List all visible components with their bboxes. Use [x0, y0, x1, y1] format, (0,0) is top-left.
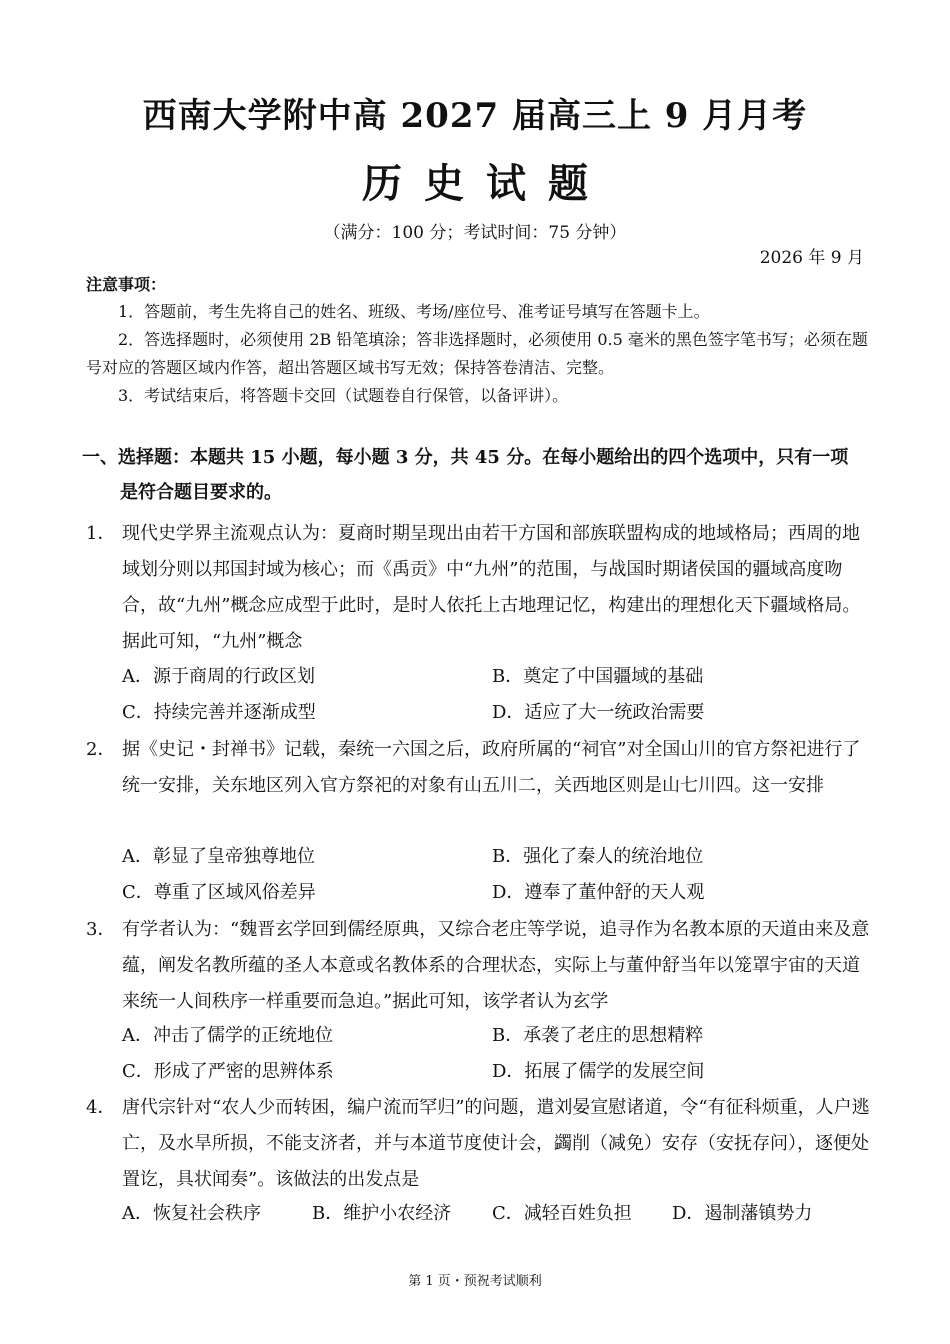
exam-date: 2026 年 9 月	[759, 248, 864, 268]
question-2	[86, 732, 876, 804]
subject-title: 历史试题	[362, 160, 610, 207]
question-4	[86, 1090, 876, 1198]
question-1	[86, 516, 876, 660]
page-footer: 第 1 页・预祝考试顺利	[408, 1274, 542, 1289]
question-number: 2．	[86, 739, 116, 760]
notice-list	[86, 298, 876, 410]
option-d[interactable]: D．适应了大一统政治需要	[492, 702, 705, 723]
option-c[interactable]: C．形成了严密的思辨体系	[122, 1061, 334, 1082]
question-number: 4．	[86, 1097, 116, 1118]
option-c[interactable]: C．减轻百姓负担	[492, 1203, 632, 1224]
option-a[interactable]: A．冲击了儒学的正统地位	[122, 1025, 333, 1046]
option-d[interactable]: D．拓展了儒学的发展空间	[492, 1061, 705, 1082]
section-heading-line1: 一、选择题：本题共 15 小题，每小题 3 分，共 45 分。在每小题给出的四个选项中，只有一项	[82, 447, 849, 468]
option-b[interactable]: B．强化了秦人的统治地位	[492, 846, 704, 867]
notice-item: 3．考试结束后，将答题卡交回（试题卷自行保管，以备评讲）。	[118, 386, 569, 405]
option-d[interactable]: D．遏制藩镇势力	[672, 1203, 813, 1224]
option-c[interactable]: C．尊重了区域风俗差异	[122, 882, 316, 903]
option-b[interactable]: B．奠定了中国疆域的基础	[492, 666, 704, 687]
option-a[interactable]: A．彰显了皇帝独尊地位	[122, 846, 315, 867]
section-heading	[82, 440, 882, 510]
option-b[interactable]: B．承袭了老庄的思想精粹	[492, 1025, 704, 1046]
exam-title: 西南大学附中高 2027 届高三上 9 月月考	[142, 96, 808, 136]
option-c[interactable]: C．持续完善并逐渐成型	[122, 702, 316, 723]
section-heading-line2: 是符合题目要求的。	[120, 482, 282, 503]
notice-item: 1．答题前，考生先将自己的姓名、班级、考场/座位号、准考证号填写在答题卡上。	[118, 302, 710, 321]
question-text: 据《史记・封禅书》记载，秦统一六国之后，政府所属的“祠官”对全国山川的官方祭祀进行了统一安排，关东地区列入官方祭祀的对象有山五川二，关西地区则是山七川四。这一安排	[122, 739, 861, 796]
exam-info: （满分：100 分；考试时间：75 分钟）	[323, 223, 627, 243]
option-d[interactable]: D．遵奉了董仲舒的天人观	[492, 882, 705, 903]
question-3	[86, 912, 876, 1020]
notice-title: 注意事项：	[86, 275, 167, 294]
question-text: 现代史学界主流观点认为：夏商时期呈现出由若干方国和部族联盟构成的地域格局；西周的地域划分则以邦国封域为核心；而《禹贡》中“九州”的范围，与战国时期诸侯国的疆域高度吻合，故“九州”概念应成型于此时，是时人依托上古地理记忆，构建出的理想化天下疆域格局。据此可知，“九州”概念	[122, 523, 861, 652]
notice-item: 2．答选择题时，必须使用 2B 铅笔填涂；答非选择题时，必须使用 0.5 毫米的黑色签字笔书写；必须在题号对应的答题区域内作答，超出答题区域书写无效；保持答卷清洁、完整。	[86, 330, 868, 377]
option-a[interactable]: A．恢复社会秩序	[122, 1203, 261, 1224]
question-number: 3．	[86, 919, 116, 940]
option-b[interactable]: B．维护小农经济	[312, 1203, 452, 1224]
question-number: 1．	[86, 523, 116, 544]
question-text: 有学者认为：“魏晋玄学回到儒经原典，又综合老庄等学说，追寻作为名教本原的天道由来及意蕴，阐发名教所蕴的圣人本意或名教体系的合理状态，实际上与董仲舒当年以笼罩宇宙的天道来统一人间秩序一样重要而急迫。”据此可知，该学者认为玄学	[122, 919, 870, 1012]
question-text: 唐代宗针对“农人少而转困，编户流而罕归”的问题，遣刘晏宣慰诸道，令“有征科烦重，人户逃亡，及水旱所损，不能支济者，并与本道节度使计会，蠲削（减免）安存（安抚存问），逐便处置讫，具状闻奏”。该做法的出发点是	[122, 1097, 870, 1190]
option-a[interactable]: A．源于商周的行政区划	[122, 666, 315, 687]
